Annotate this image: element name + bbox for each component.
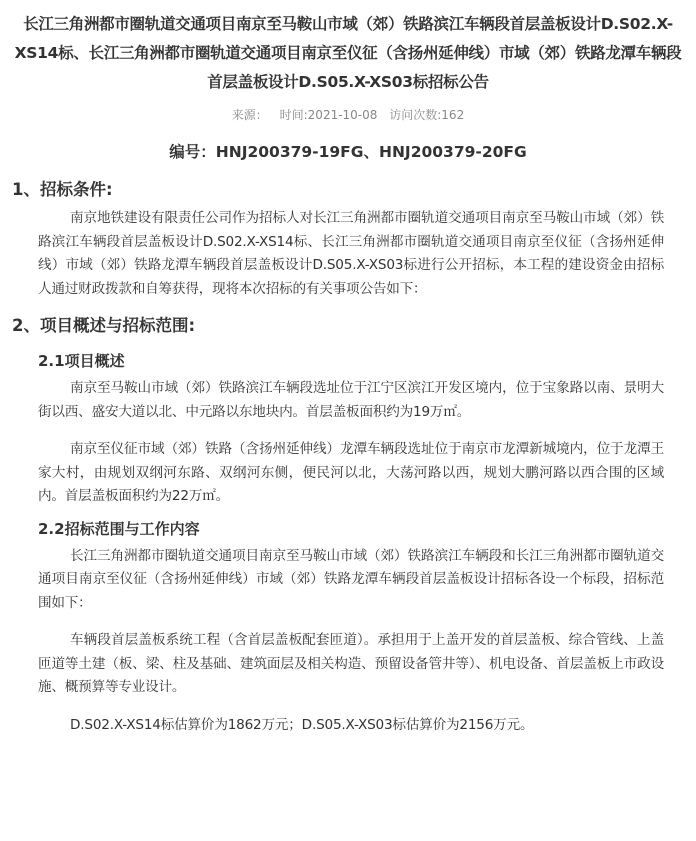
section-heading-overview: 2、项目概述与招标范围: <box>12 316 196 335</box>
article-title: 长江三角洲都市圈轨道交通项目南京至马鞍山市域（郊）铁路滨江车辆段首层盖板设计D.S02.X-XS14标、长江三角洲都市圈轨道交通项目南京至仪征（含扬州延伸线）市域（郊）铁路龙潭车辆段首层盖板设计D.S05.X-XS03标招标公告 <box>14 15 682 91</box>
visit-count: 访问次数:162 <box>389 108 465 122</box>
paragraph-estimated-price: D.S02.X-XS14标估算价为1862万元；D.S05.X-XS03标估算价为2156万元。 <box>70 716 534 733</box>
paragraph-binjiang-depot: 南京至马鞍山市域（郊）铁路滨江车辆段选址位于江宁区滨江开发区境内，位于宝象路以南、景明大街以西、盛安大道以北、中元路以东地块内。首层盖板面积约为19万㎡。 <box>38 380 664 420</box>
paragraph-longtan-depot: 南京至仪征市域（郊）铁路（含扬州延伸线）龙潭车辆段选址位于南京市龙潭新城境内，位于龙潭王家大村，由规划双纲河东路、双纲河东侧，便民河以北，大荡河路以西，规划大鹏河路以西合围的区域内。首层盖板面积约为22万㎡。 <box>38 441 664 504</box>
paragraph-scope-content: 车辆段首层盖板系统工程（含首层盖板配套匝道）。承担用于上盖开发的首层盖板、综合管线、上盖匝道等土建（板、梁、柱及基础、建筑面层及相关构造、预留设备管井等）、机电设备、首层盖板上市政设施、概预算等专业设计。 <box>38 632 664 695</box>
publish-time: 时间:2021-10-08 <box>279 108 378 122</box>
tender-code: 编号：HNJ200379-19FG、HNJ200379-20FG <box>169 143 527 161</box>
subsection-heading-overview: 2.1项目概述 <box>38 352 125 370</box>
section-heading-conditions: 1、招标条件: <box>12 180 113 199</box>
source-label: 来源： <box>231 108 268 122</box>
paragraph-conditions: 南京地铁建设有限责任公司作为招标人对长江三角洲都市圈轨道交通项目南京至马鞍山市域（郊）铁路滨江车辆段首层盖板设计D.S02.X-XS14标、长江三角洲都市圈轨道交通项目南京至仪征（含扬州延伸线）市域（郊）铁路龙潭车辆段首层盖板设计D.S05.X-XS03标进行公开招标，本工程的建设资金由招标人通过财政拨款和自筹获得，现将本次招标的有关事项公告如下： <box>38 210 664 297</box>
subsection-heading-scope: 2.2招标范围与工作内容 <box>38 519 200 538</box>
paragraph-scope-intro: 长江三角洲都市圈轨道交通项目南京至马鞍山市域（郊）铁路滨江车辆段和长江三角洲都市圈轨道交通项目南京至仪征（含扬州延伸线）市域（郊）铁路龙潭车辆段首层盖板设计招标各设一个标段，招标范围如下： <box>38 547 664 611</box>
article-meta <box>0 105 696 125</box>
